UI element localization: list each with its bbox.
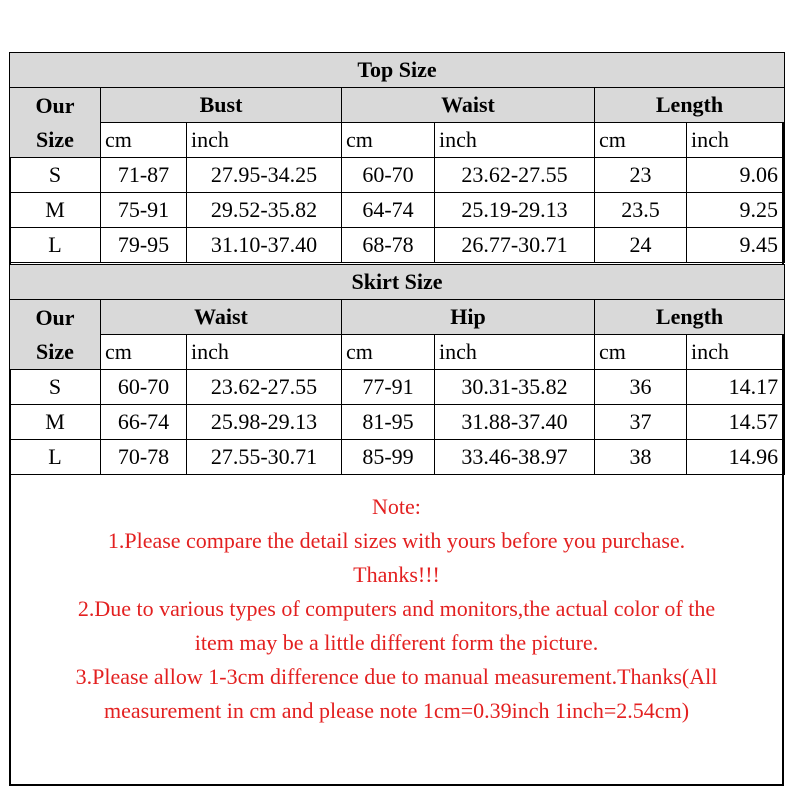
value-cell: 33.46-38.97 [435,440,595,475]
value-cell: 23 [595,158,687,193]
group-header-waist: Waist [101,300,342,335]
value-cell: 25.19-29.13 [435,193,595,228]
size-cell: L [10,228,101,263]
unit-header: inch [187,123,342,158]
top-size-table [9,52,785,263]
group-header-waist: Waist [342,88,595,123]
table-row [10,158,785,193]
value-cell: 27.95-34.25 [187,158,342,193]
value-cell: 9.06 [687,158,785,193]
skirt-size-title-row [10,265,785,300]
value-cell: 14.57 [687,405,785,440]
value-cell: 70-78 [101,440,187,475]
note-line: item may be a little different form the picture. [194,630,599,655]
value-cell: 23.5 [595,193,687,228]
table-row [10,228,785,263]
our-size-line1: Our [35,92,75,118]
notes-section [9,490,784,728]
table-row [10,440,785,475]
value-cell: 31.10-37.40 [187,228,342,263]
value-cell: 23.62-27.55 [187,370,342,405]
our-size-line2: Size [36,338,74,364]
our-size-line2: Size [36,126,74,152]
note-line: Thanks!!! [353,562,440,587]
unit-header: inch [687,335,785,370]
skirt-size-title: Skirt Size [10,265,785,300]
value-cell: 66-74 [101,405,187,440]
top-group-header-row [10,88,785,123]
note-line: measurement in cm and please note 1cm=0.39inch 1inch=2.54cm) [103,698,690,723]
value-cell: 9.25 [687,193,785,228]
value-cell: 24 [595,228,687,263]
value-cell: 81-95 [342,405,435,440]
value-cell: 60-70 [342,158,435,193]
unit-header: cm [595,123,687,158]
group-header-length: Length [595,300,785,335]
note-heading: Note: [372,494,421,519]
value-cell: 25.98-29.13 [187,405,342,440]
note-line: 1.Please compare the detail sizes with yours before you purchase. [107,528,686,553]
unit-header: cm [342,123,435,158]
value-cell: 9.45 [687,228,785,263]
value-cell: 14.96 [687,440,785,475]
value-cell: 77-91 [342,370,435,405]
value-cell: 68-78 [342,228,435,263]
value-cell: 37 [595,405,687,440]
unit-header: cm [595,335,687,370]
value-cell: 23.62-27.55 [435,158,595,193]
table-row [10,193,785,228]
note-line: 3.Please allow 1-3cm difference due to manual measurement.Thanks(All [75,664,718,689]
value-cell: 14.17 [687,370,785,405]
group-header-hip: Hip [342,300,595,335]
our-size-line1: Our [35,304,75,330]
size-cell: S [10,158,101,193]
table-row [10,405,785,440]
note-line: 2.Due to various types of computers and monitors,the actual color of the [77,596,716,621]
value-cell: 85-99 [342,440,435,475]
value-cell: 27.55-30.71 [187,440,342,475]
unit-header: inch [687,123,785,158]
group-header-length: Length [595,88,785,123]
value-cell: 60-70 [101,370,187,405]
value-cell: 38 [595,440,687,475]
value-cell: 31.88-37.40 [435,405,595,440]
size-cell: L [10,440,101,475]
size-cell: M [10,193,101,228]
value-cell: 29.52-35.82 [187,193,342,228]
size-cell: S [10,370,101,405]
group-header-bust: Bust [101,88,342,123]
our-size-header [10,300,101,370]
our-size-header [10,88,101,158]
unit-header: inch [435,123,595,158]
value-cell: 30.31-35.82 [435,370,595,405]
unit-header: inch [435,335,595,370]
unit-header: cm [342,335,435,370]
unit-header: cm [101,335,187,370]
value-cell: 36 [595,370,687,405]
table-row [10,370,785,405]
value-cell: 75-91 [101,193,187,228]
top-size-title: Top Size [10,53,785,88]
unit-header: cm [101,123,187,158]
skirt-group-header-row [10,300,785,335]
top-size-title-row [10,53,785,88]
value-cell: 26.77-30.71 [435,228,595,263]
skirt-size-table [9,264,785,475]
unit-header: inch [187,335,342,370]
value-cell: 71-87 [101,158,187,193]
skirt-unit-row [10,335,785,370]
value-cell: 79-95 [101,228,187,263]
size-cell: M [10,405,101,440]
top-unit-row [10,123,785,158]
value-cell: 64-74 [342,193,435,228]
